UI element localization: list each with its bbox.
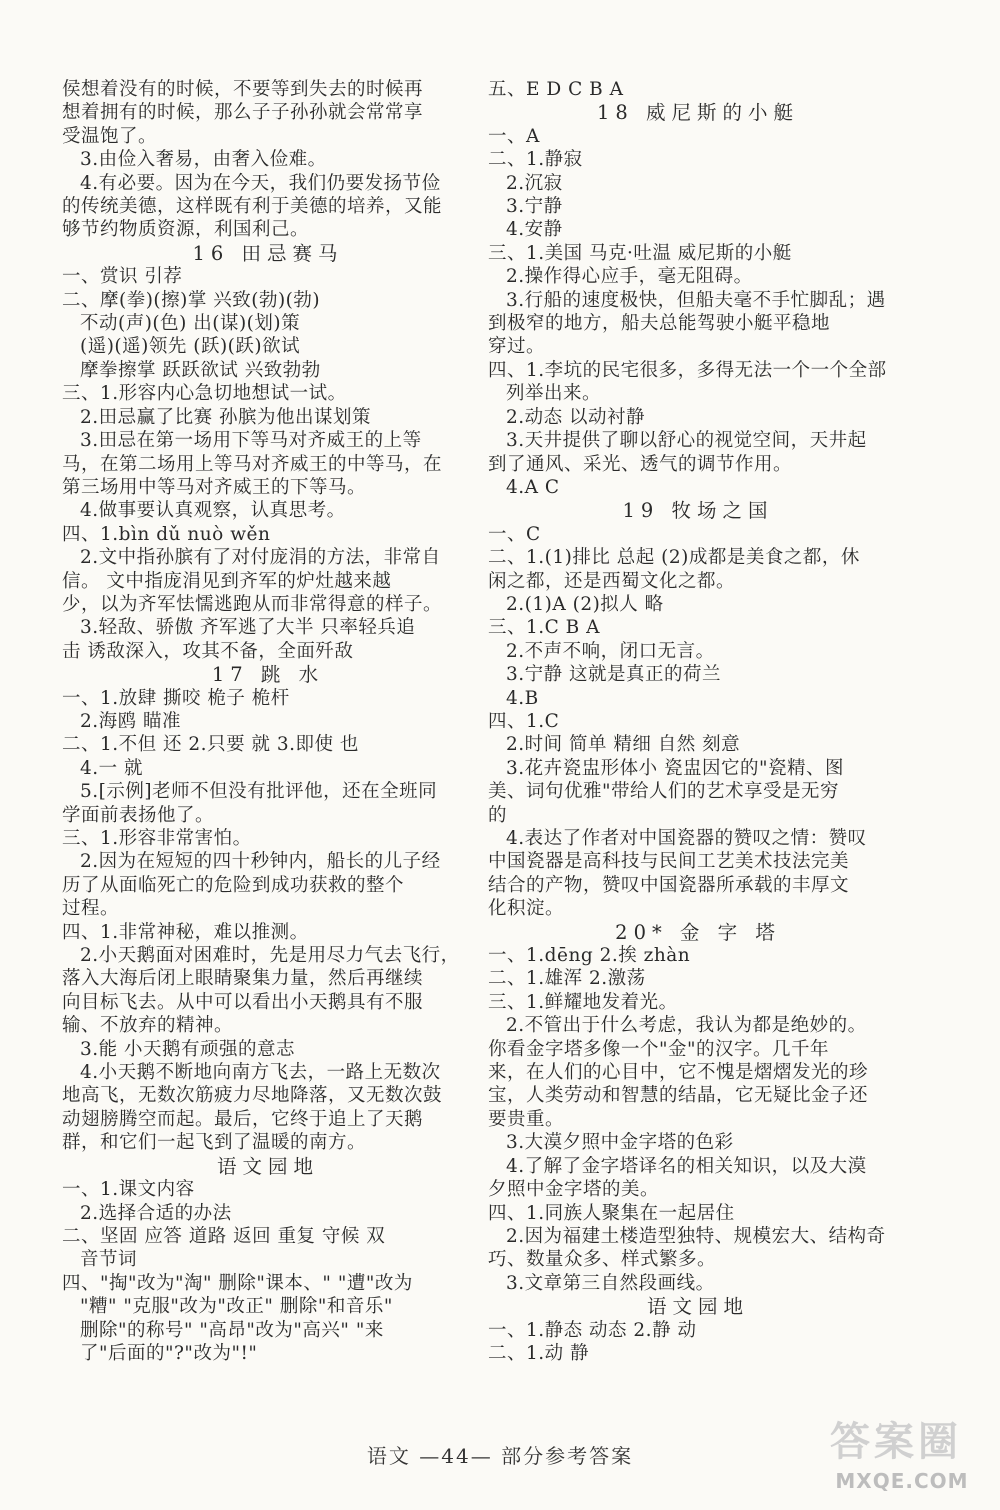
answer-line: 一、1.静态 动态 2.静 动 (488, 1319, 697, 1341)
answer-line: 一、1.课文内容 (62, 1179, 195, 1201)
answer-line: 的传统美德，这样既有利于美德的培养，又能 (62, 196, 443, 218)
answer-line: 一、A (488, 125, 540, 147)
answer-line: 5.[示例]老师不但没有批评他，还在全班同 (80, 781, 438, 803)
answer-line: 了"后面的"?"改为"!" (80, 1342, 258, 1364)
answer-line: 3.宁静 这就是真正的荷兰 (506, 664, 722, 686)
answer-line: 一、1.放肆 撕咬 桅子 桅杆 (62, 687, 290, 709)
answer-line: "糟" "克服"改为"改正" 删除"和音乐" (80, 1296, 393, 1318)
answer-line: 3.行船的速度极快，但船夫毫不手忙脚乱；遇 (506, 289, 886, 311)
answer-line: 的 (488, 804, 508, 826)
answer-line: 输、不放弃的精神。 (62, 1015, 234, 1037)
answer-line: 4.有必要。因为在今天，我们仍要发扬节俭 (80, 172, 441, 194)
watermark-site: MXQE.COM (835, 1469, 969, 1493)
answer-line: 3.能 小天鹅有顽强的意志 (80, 1038, 296, 1060)
answer-line: (遥)(遥)领先 (跃)(跃)欲试 (80, 336, 301, 358)
answer-line: 过程。 (62, 898, 120, 920)
answer-line: 2.海鸥 瞄准 (80, 710, 182, 732)
answer-line: 4.了解了金字塔译名的相关知识，以及大漠 (506, 1155, 867, 1177)
answer-line: 击 诱敌深入，攻其不备，全面歼敌 (62, 640, 354, 662)
answer-line: 信。 文中指庞涓见到齐军的炉灶越来越 (62, 570, 392, 592)
answer-line: 四、"掏"改为"淘" 删除"课本、" "遭"改为 (62, 1272, 413, 1294)
answer-line: 够节约物质资源，利国利己。 (62, 219, 310, 241)
answer-line: 历了从面临死亡的危险到成功获救的整个 (62, 874, 405, 896)
answer-line: 4.小天鹅不断地向南方飞去，一路上无数次 (80, 1062, 441, 1084)
answer-line: 2.田忌赢了比赛 孙膑为他出谋划策 (80, 406, 372, 428)
answer-line: 向目标飞去。从中可以看出小天鹅具有不服 (62, 991, 424, 1013)
answer-line: 受温饱了。 (62, 125, 158, 147)
section-heading: 语文园地 (216, 1154, 319, 1178)
answer-line: 三、1.形容非常害怕。 (62, 828, 252, 849)
section-heading: 20* 金 字 塔 (615, 920, 781, 944)
answer-line: 2.动态 以动衬静 (506, 406, 646, 428)
left-column (62, 78, 474, 1365)
answer-line: 2.不声不响，闭口无言。 (506, 640, 715, 662)
answer-line: 三、1.C B A (488, 617, 601, 639)
answer-line: 美、词句优雅"带给人们的艺术享受是无穷 (488, 781, 840, 803)
section-heading: 语文园地 (646, 1295, 749, 1319)
answer-line: 二、1.(1)排比 总起 (2)成都是美食之都，休 (488, 547, 860, 569)
answer-line: 地高飞，无数次筋疲力尽地降落，又无数次鼓 (62, 1085, 443, 1107)
answer-line: 五、E D C B A (488, 79, 624, 100)
answer-line: 一、C (488, 523, 541, 545)
answer-line: 4.A C (506, 476, 560, 498)
answer-line: 四、1.同族人聚集在一起居住 (488, 1202, 735, 1224)
section-heading: 18 威尼斯的小艇 (596, 101, 799, 125)
answer-line: 摩拳擦掌 跃跃欲试 兴致勃勃 (80, 359, 321, 381)
answer-line: 少，以为齐军怯懦逃跑从而非常得意的样子。 (62, 593, 443, 615)
answer-line: 4.安静 (506, 219, 563, 241)
answer-line: 二、1.静寂 (488, 149, 583, 171)
answer-line: 闲之都，还是西蜀文化之都。 (488, 570, 736, 592)
answer-line: 来，在人们的心目中，它不愧是熠熠发光的珍 (488, 1062, 869, 1084)
page-footer: 语文 —44— 部分参考答案 (366, 1444, 634, 1468)
answer-line: 3.宁静 (506, 196, 563, 218)
answer-line: 四、1.李坑的民宅很多，多得无法一个一个全部 (488, 359, 887, 381)
answer-line: 四、1.非常神秘，难以推测。 (62, 921, 309, 943)
answer-line: 4.B (506, 687, 539, 709)
answer-line: 学面前表扬他了。 (62, 804, 215, 826)
answer-line: 二、摩(拳)(擦)掌 兴致(勃)(勃) (62, 289, 321, 311)
answer-line: 三、1.形容内心急切地想试一试。 (62, 383, 347, 405)
section-heading: 19 牧场之国 (622, 499, 774, 523)
answer-line: 2.小天鹅面对困难时，先是用尽力气去飞行， (80, 945, 460, 967)
answer-line: 3.文章第三自然段画线。 (506, 1272, 715, 1294)
answer-line: 想着拥有的时候，那么子子孙孙就会常常享 (62, 102, 424, 124)
answer-line: 到极窄的地方，船夫总能驾驶小艇平稳地 (488, 313, 831, 335)
answer-line: 2.时间 简单 精细 自然 刻意 (506, 734, 741, 756)
answer-line: 2.选择合适的办法 (80, 1202, 232, 1224)
answer-line: 二、坚固 应答 道路 返回 重复 守候 双 (62, 1225, 386, 1247)
answer-line: 一、1.dēng 2.挨 zhàn (488, 945, 691, 967)
answer-line: 不动(声)(色) 出(谋)(划)策 (80, 313, 301, 335)
answer-line: 4.表达了作者对中国瓷器的赞叹之情：赞叹 (506, 828, 867, 849)
answer-line: 中国瓷器是高科技与民间工艺美术技法完美 (488, 851, 850, 873)
answer-line: 2.因为福建土楼造型独特、规模宏大、结构奇 (506, 1225, 886, 1247)
answer-line: 四、1.bìn dǔ nuò wěn (62, 523, 271, 545)
answer-line: 宝，人类劳动和智慧的结晶，它无疑比金子还 (488, 1085, 869, 1107)
answer-line: 4.一 就 (80, 757, 144, 779)
answer-line: 化积淀。 (488, 898, 565, 920)
answer-line: 三、1.鲜耀地发着光。 (488, 991, 678, 1013)
answer-line: 动翅膀腾空而起。最后，它终于追上了天鹅 (62, 1108, 424, 1130)
answer-line: 3.轻敌、骄傲 齐军逃了大半 只率轻兵追 (80, 617, 416, 639)
answer-line: 结合的产物，赞叹中国瓷器所承载的丰厚文 (488, 874, 850, 896)
answer-line: 列举出来。 (506, 383, 602, 405)
answer-line: 2.沉寂 (506, 172, 563, 194)
answer-line: 2.操作得心应手，毫无阻碍。 (506, 266, 753, 288)
answer-line: 要贵重。 (488, 1108, 565, 1130)
answer-line: 3.田忌在第一场用下等马对齐威王的上等 (80, 430, 422, 452)
answer-line: 夕照中金字塔的美。 (488, 1179, 660, 1201)
watermark-logo (822, 1415, 982, 1495)
answer-line: 马，在第二场用上等马对齐威王的中等马，在 (62, 453, 443, 475)
answer-line: 落入大海后闭上眼睛聚集力量，然后再继续 (62, 968, 424, 990)
answer-line: 2.文中指孙膑有了对付庞涓的方法，非常自 (80, 547, 441, 569)
answer-line: 2.不管出于什么考虑，我认为都是绝妙的。 (506, 1015, 867, 1037)
answer-line: 删除"的称号" "高昂"改为"高兴" "来 (80, 1319, 384, 1341)
answer-line: 四、1.C (488, 710, 560, 732)
answer-line: 音节词 (80, 1249, 138, 1271)
answer-line: 二、1.动 静 (488, 1342, 590, 1364)
answer-line: 二、1.雄浑 2.激荡 (488, 968, 646, 990)
answer-line: 穿过。 (488, 336, 546, 358)
answer-line: 一、赏识 引荐 (62, 266, 183, 288)
answer-line: 3.由俭入奢易，由奢入俭难。 (80, 149, 327, 171)
answer-line: 三、1.美国 马克·吐温 威尼斯的小艇 (488, 242, 792, 264)
answer-line: 2.因为在短短的四十秒钟内，船长的儿子经 (80, 851, 441, 873)
answer-line: 3.花卉瓷盅形体小 瓷盅因它的"瓷精、图 (506, 757, 845, 779)
answer-line: 到了通风、采光、透气的调节作用。 (488, 453, 793, 475)
answer-line: 巧、数量众多、样式繁多。 (488, 1249, 717, 1271)
watermark-logo-text: 答案圈 (830, 1419, 962, 1465)
section-heading: 16 田忌赛马 (192, 241, 344, 265)
answer-line: 你看金字塔多像一个"金"的汉字。几千年 (488, 1038, 830, 1060)
answer-line: 群，和它们一起飞到了温暖的南方。 (62, 1132, 367, 1154)
answer-line: 二、1.不但 还 2.只要 就 3.即使 也 (62, 734, 359, 756)
answer-line: 侯想着没有的时候，不要等到失去的时候再 (62, 79, 424, 100)
answer-line: 第三场用中等马对齐威王的下等马。 (62, 476, 367, 498)
answer-line: 3.天井提供了聊以舒心的视觉空间，天井起 (506, 430, 867, 452)
answer-line: 3.大漠夕照中金字塔的色彩 (506, 1132, 734, 1154)
right-column (488, 78, 908, 1365)
answer-line: 4.做事要认真观察，认真思考。 (80, 500, 346, 522)
section-heading: 17 跳 水 (211, 663, 325, 687)
answer-line: 2.(1)A (2)拟人 略 (506, 593, 664, 615)
